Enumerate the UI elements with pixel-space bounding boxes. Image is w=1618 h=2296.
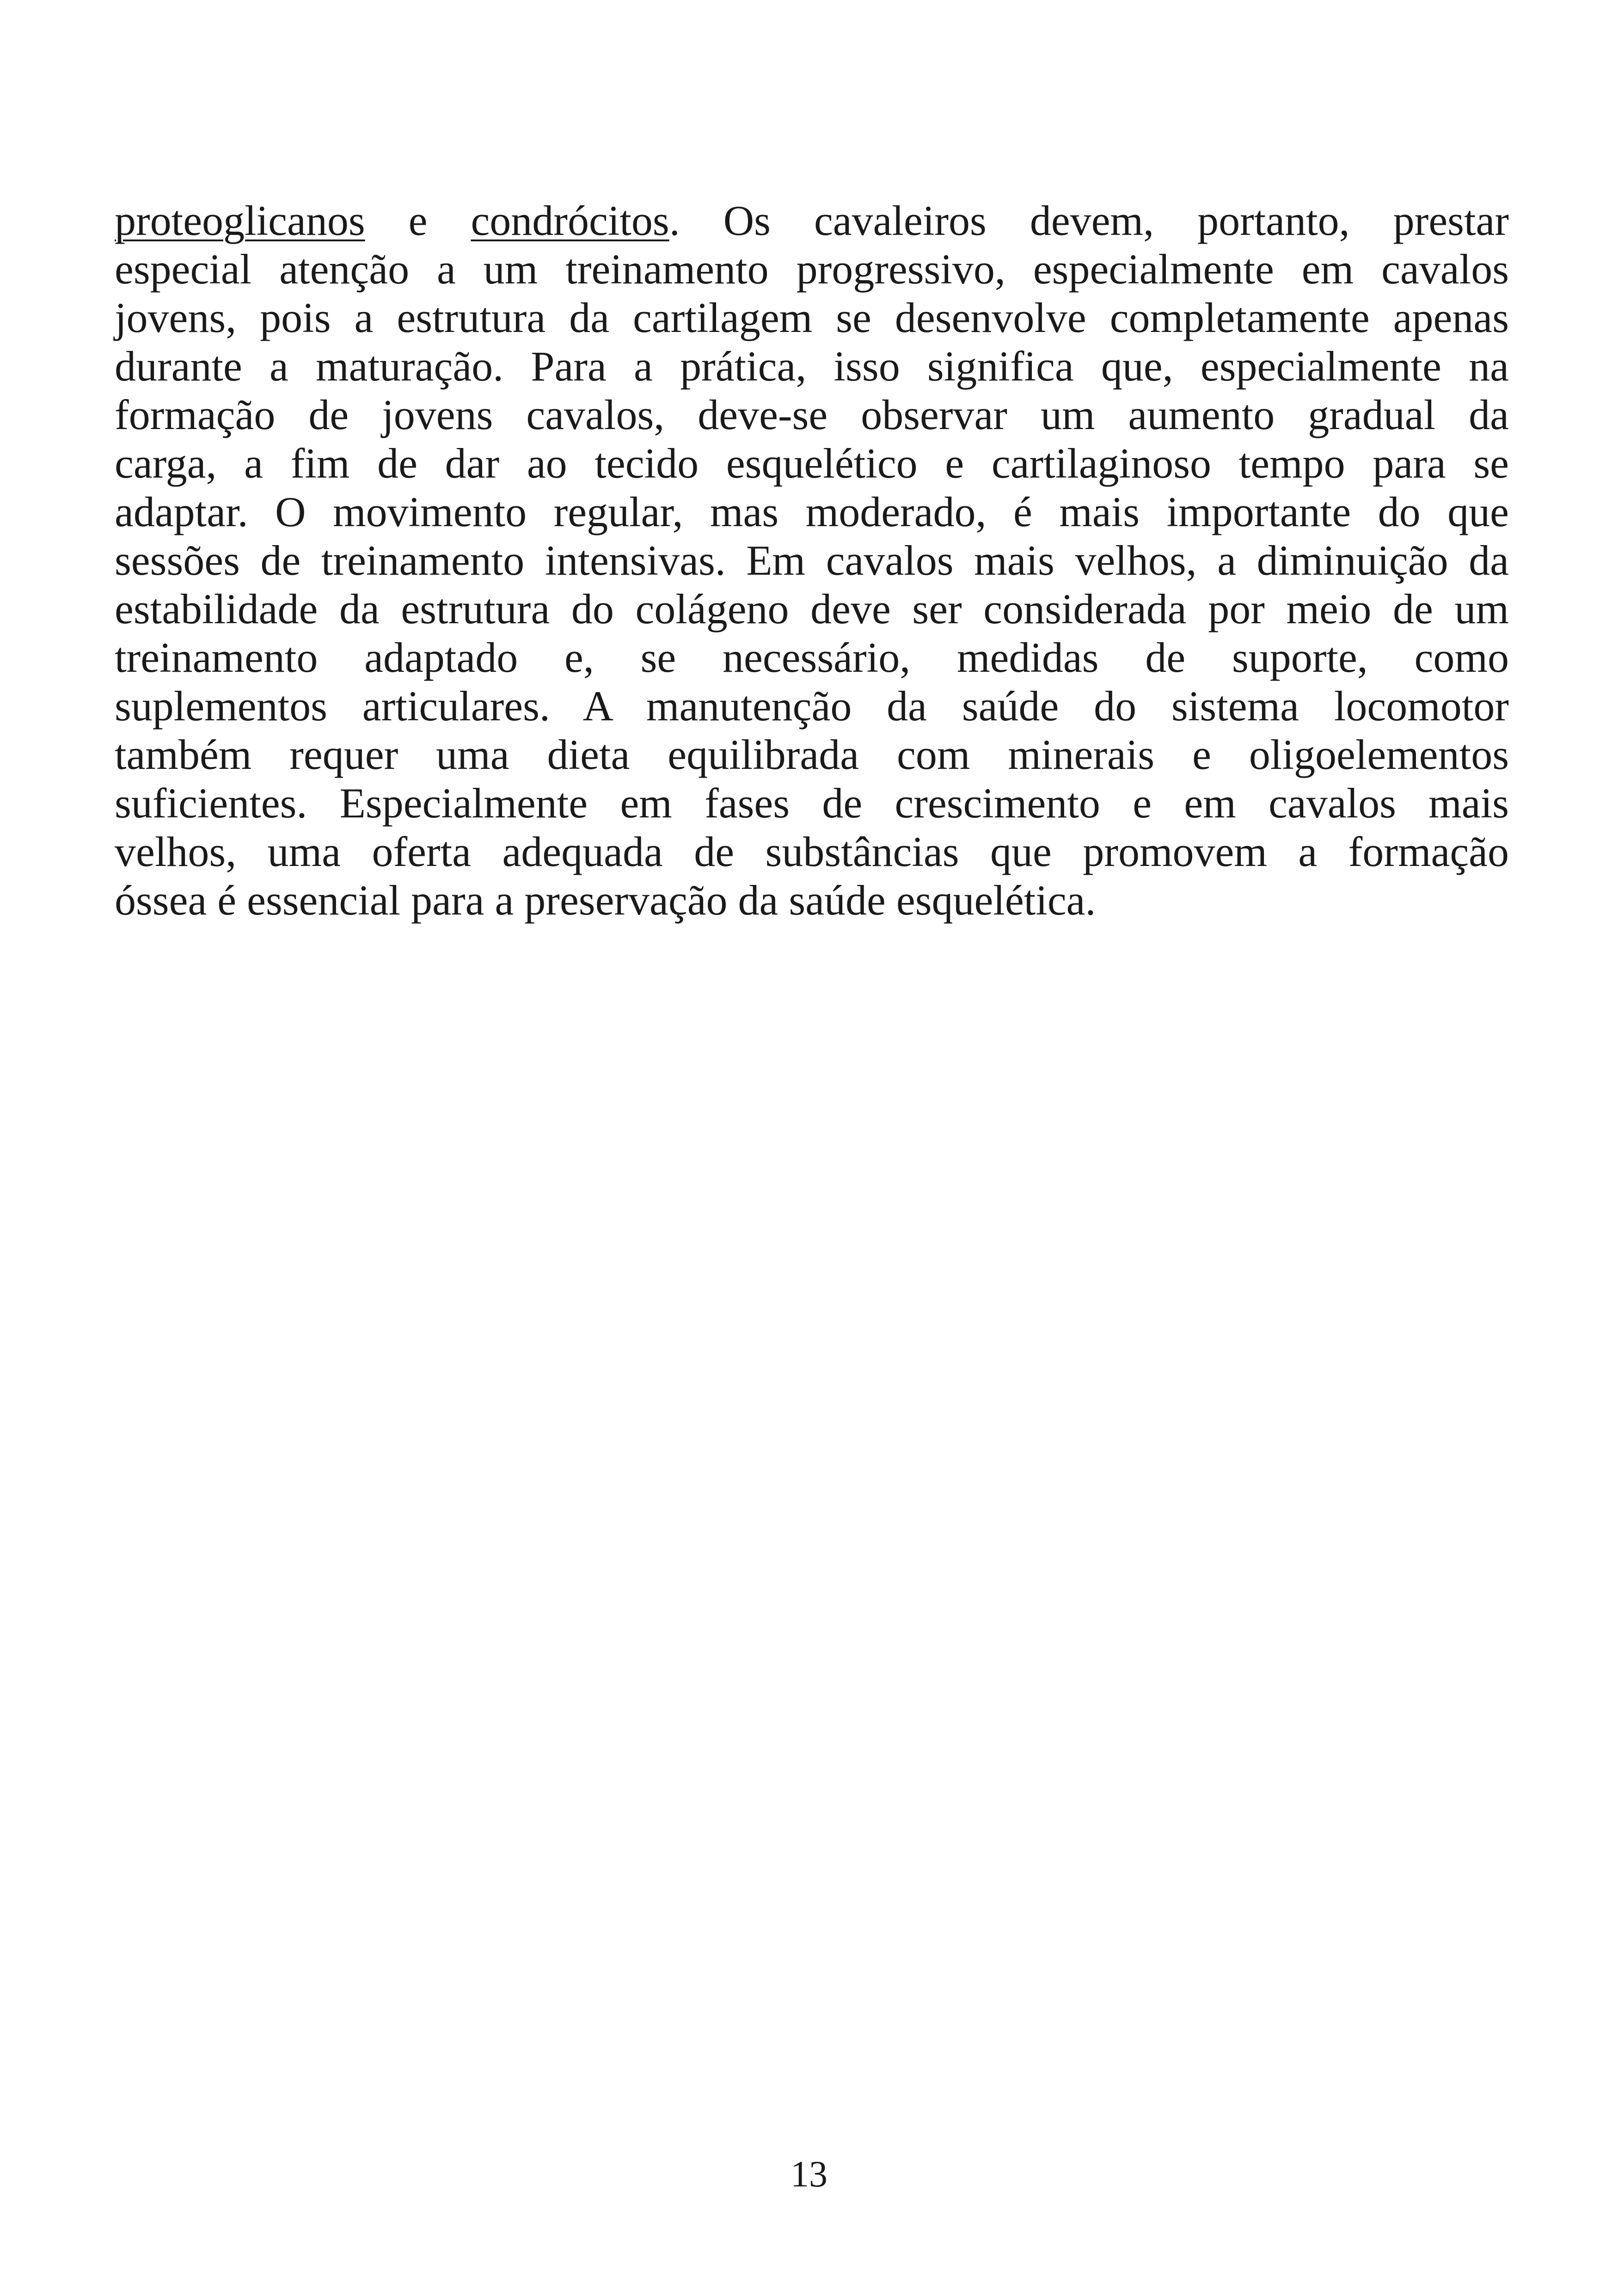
text-line: [115, 488, 1509, 536]
text-line-content: [115, 877, 1096, 924]
text-run: durante a maturação. Para a prática, isso significa que, especialmente na: [115, 343, 1509, 390]
text-line: [115, 342, 1509, 391]
text-line-content: [115, 585, 1509, 632]
text-run: formação de jovens cavalos, deve-se observar um aumento gradual da: [115, 391, 1509, 438]
text-line-content: [115, 634, 1509, 681]
text-line-content: [115, 294, 1509, 341]
text-run: velhos, uma oferta adequada de substâncias que promovem a formação: [115, 828, 1509, 875]
text-run: estabilidade da estrutura do colágeno deve ser considerada por meio de um: [115, 585, 1509, 632]
text-line-content: [115, 440, 1509, 487]
text-line: [115, 876, 1509, 925]
text-line-content: [115, 246, 1509, 293]
text-run: sessões de treinamento intensivas. Em cavalos mais velhos, a diminuição da: [115, 537, 1509, 584]
text-line-content: [115, 391, 1509, 438]
text-run: e: [365, 197, 471, 244]
text-line-content: [115, 343, 1509, 390]
text-line: [115, 682, 1509, 731]
text-line: [115, 439, 1509, 488]
text-line-content: [115, 828, 1509, 875]
text-run: também requer uma dieta equilibrada com minerais e oligoelementos: [115, 731, 1509, 778]
text-line: [115, 779, 1509, 828]
text-line: [115, 391, 1509, 439]
text-run: jovens, pois a estrutura da cartilagem se desenvolve completamente apenas: [115, 294, 1509, 341]
text-line-content: [115, 682, 1509, 730]
text-run: óssea é essencial para a preservação da saúde esquelética.: [115, 877, 1096, 924]
text-line: [115, 633, 1509, 682]
text-line: [115, 294, 1509, 342]
text-run: suficientes. Especialmente em fases de crescimento e em cavalos mais: [115, 780, 1509, 827]
text-run: adaptar. O movimento regular, mas moderado, é mais importante do que: [115, 488, 1509, 535]
text-line-content: [115, 537, 1509, 584]
underlined-term: condrócitos: [471, 197, 669, 244]
text-run: . Os cavaleiros devem, portanto, prestar: [669, 197, 1509, 244]
text-line: [115, 196, 1509, 245]
text-run: treinamento adaptado e, se necessário, medidas de suporte, como: [115, 634, 1509, 681]
text-line-content: [115, 731, 1509, 778]
body-paragraph: [115, 196, 1509, 925]
text-line: [115, 536, 1509, 585]
text-line: [115, 828, 1509, 876]
text-line: [115, 731, 1509, 779]
text-line-content: [115, 488, 1509, 535]
text-line-content: [115, 780, 1509, 827]
underlined-term: proteoglicanos: [115, 197, 365, 244]
text-line: [115, 585, 1509, 633]
text-run: suplementos articulares. A manutenção da saúde do sistema locomotor: [115, 682, 1509, 730]
text-line-content: [115, 197, 1509, 244]
text-line: [115, 245, 1509, 294]
text-run: especial atenção a um treinamento progressivo, especialmente em cavalos: [115, 246, 1509, 293]
page-number: 13: [791, 2154, 827, 2195]
text-run: carga, a fim de dar ao tecido esquelético e cartilaginoso tempo para se: [115, 440, 1509, 487]
